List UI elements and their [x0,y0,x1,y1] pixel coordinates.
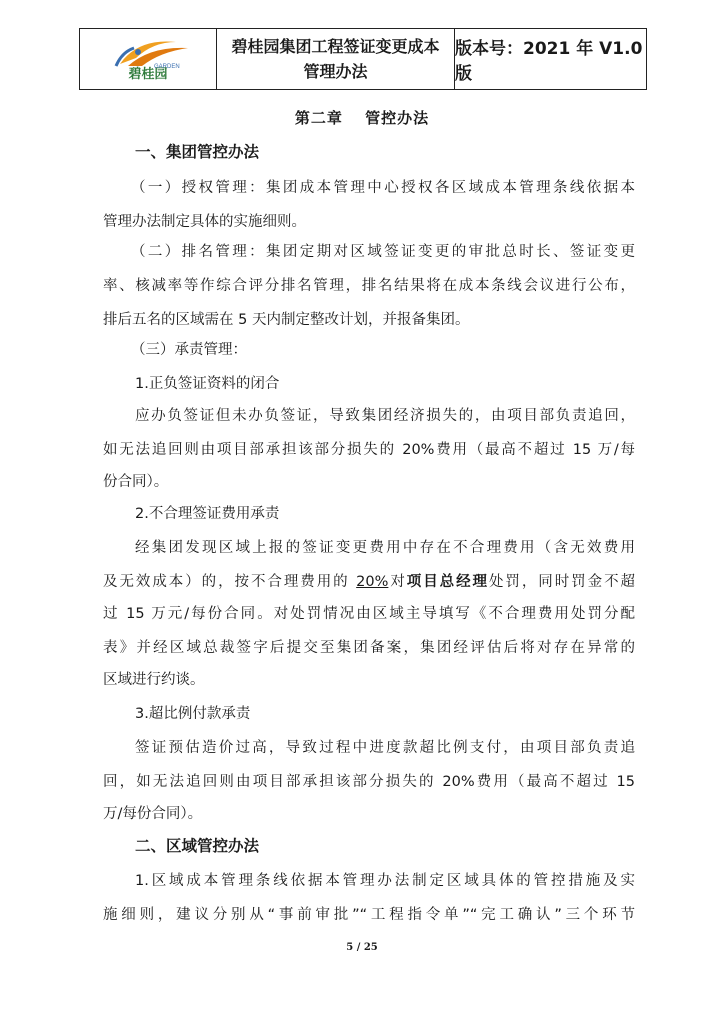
paragraph-line: 表》并经区域总裁签字后提交至集团备案，集团经评估后将对存在异常的 [103,640,635,656]
paragraph-line: （一）授权管理：集团成本管理中心授权各区域成本管理条线依据本 [131,180,635,196]
paragraph-line: 签证预估造价过高，导致过程中进度款超比例支付，由项目部负责追 [135,740,635,756]
paragraph-line: 管理办法制定具体的实施细则。 [103,214,306,230]
paragraph-line: 区域进行约谈。 [103,672,205,688]
paragraph-line: 万/每份合同）。 [103,806,203,822]
document-title: 碧桂园集团工程签证变更成本管理办法 [217,29,455,89]
paragraph-line: 排后五名的区域需在 5 天内制定整改计划，并报备集团。 [103,312,470,328]
header-table [79,28,647,90]
section-heading-2: 二、区域管控办法 [135,837,260,855]
logo-small-text: GARDEN [154,64,180,70]
paragraph-line: （二）排名管理：集团定期对区域签证变更的审批总时长、签证变更 [131,244,635,260]
paragraph-line: 回，如无法追回则由项目部承担该部分损失的 20%费用（最高不超过 15 [103,774,635,790]
chapter-title: 第二章 管控办法 [294,109,430,127]
paragraph-line-with-emphasis: 及无效成本）的，按不合理费用的 20%对项目总经理处罚，同时罚金不超 [103,574,636,590]
paragraph-line: 施细则，建议分别从“事前审批”“工程指令单”“完工确认”三个环节 [103,907,635,923]
paragraph-line: 如无法追回则由项目部承担该部分损失的 20%费用（最高不超过 15 万/每 [103,442,635,458]
list-item-title: 3.超比例付款承责 [135,706,251,722]
paragraph-line: 过 15 万元/每份合同。对处罚情况由区域主导填写《不合理费用处罚分配 [103,606,635,622]
list-item-title: 1.正负签证资料的闭合 [135,376,280,392]
logo-cell [80,29,217,89]
list-item-title: 2.不合理签证费用承责 [135,506,280,522]
paragraph-line: 率、核减率等作综合评分排名管理，排名结果将在成本条线会议进行公布， [103,278,635,294]
underlined-percent: 20% [356,574,389,590]
paragraph-line: 经集团发现区域上报的签证变更费用中存在不合理费用（含无效费用 [135,540,635,556]
paragraph-line: 1.区域成本管理条线依据本管理办法制定区域具体的管控措施及实 [135,873,635,889]
paragraph-line: 应办负签证但未办负签证，导致集团经济损失的，由项目部负责追回， [135,408,635,424]
bold-role: 项目总经理 [406,574,489,590]
section-heading-1: 一、集团管控办法 [135,143,260,161]
paragraph-line: 份合同）。 [103,474,169,490]
page-number: 5 / 25 [346,942,378,953]
logo-wordmark: 碧桂园 [128,67,168,82]
paragraph-line: （三）承责管理： [131,342,247,358]
version-label: 版本号：2021 年 V1.0 版 [455,39,643,84]
company-logo-icon [98,36,198,70]
